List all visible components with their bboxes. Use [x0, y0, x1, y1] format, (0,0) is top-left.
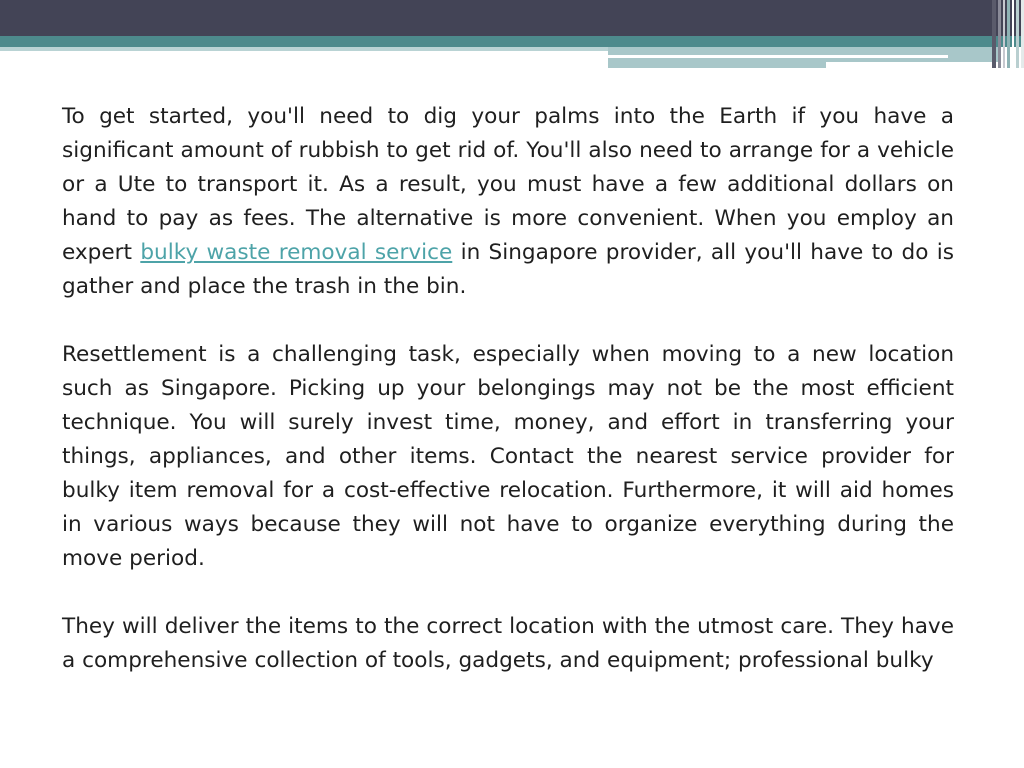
header-vertical-stripes	[992, 0, 1024, 68]
header-light-strip-left	[0, 47, 608, 51]
header-white-gap	[826, 62, 998, 68]
paragraph-3: They will deliver the items to the correct location with the utmost care. They have a comprehensive collection of tools, gadgets, and equipment; professional bulky	[62, 614, 954, 673]
bulky-waste-removal-link[interactable]: bulky waste removal service	[140, 240, 453, 265]
paragraph-2: Resettlement is a challenging task, especially when moving to a new location such as Singapore. Picking up your belongings may not be the most efficient technique. You will surely invest time, money, and effort in transferring your things, appliances, and other items. Contact the nearest service provider for bulky item removal for a cost-effective relocation. Furthermore, it will aid homes in various ways because they will not have to organize everything during the move period.	[62, 342, 954, 571]
paragraph-1	[62, 100, 954, 304]
paragraph-1-after: in Singapore provider, all you'll have to do is gather and place the trash in the bin.	[62, 240, 954, 299]
header-teal-band	[0, 36, 1024, 47]
paragraph-1-before: To get started, you'll need to dig your palms into the Earth if you have a significant amount of rubbish to get rid of. You'll also need to arrange for a vehicle or a Ute to transport it. As a result, you must have a few additional dollars on hand to pay as fees. The alternative is more convenient. When you employ an expert	[62, 104, 954, 265]
header-white-line	[608, 55, 948, 58]
header-dark-band	[0, 0, 1024, 36]
body-text	[62, 100, 954, 678]
